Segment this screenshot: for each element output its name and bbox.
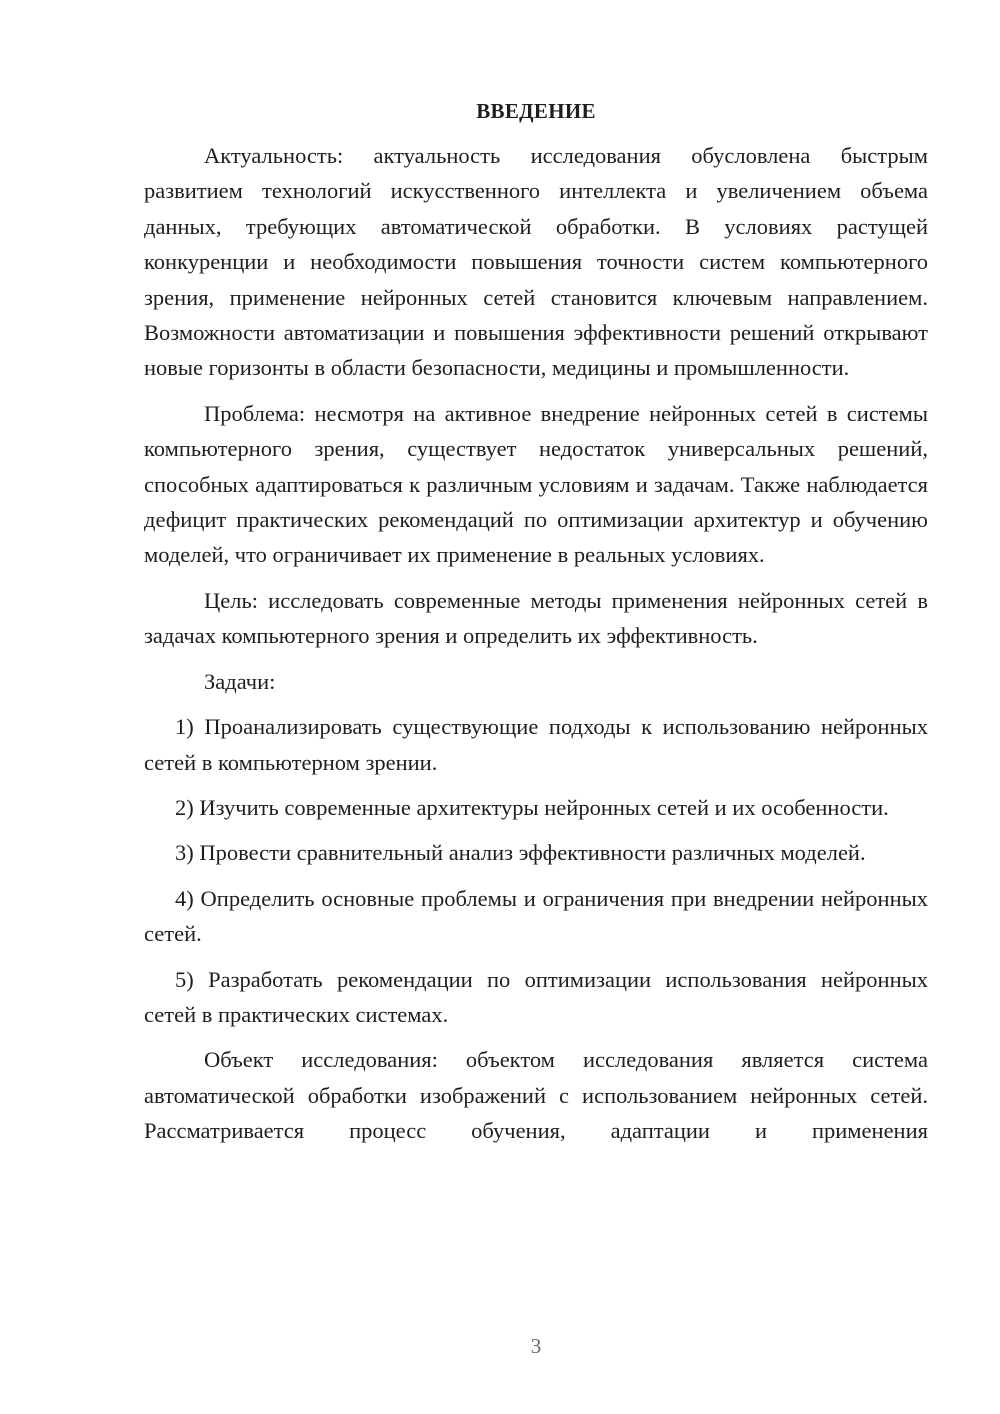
tasks-list [144, 709, 928, 1032]
tasks-heading: Задачи: [204, 668, 276, 694]
list-item: 1) Проанализировать существующие подходы к использованию нейронных сетей в компьютерном зрении. [144, 714, 928, 775]
paragraph-relevance: Актуальность: актуальность исследования обусловлена быстрым развитием технологий искусственного интеллекта и увеличением объема данных, требующих автоматической обработки. В условиях растущей конкуренции и необходимости повышения точности систем компьютерного зрения, применение нейронных сетей становится ключевым направлением. Возможности автоматизации и повышения эффективности решений открывают новые горизонты в области безопасности, медицины и промышленности. [144, 143, 928, 381]
section-title: ВВЕДЕНИЕ [476, 99, 596, 123]
list-item: 3) Провести сравнительный анализ эффективности различных моделей. [175, 840, 866, 866]
page-content [144, 96, 928, 1149]
list-item: 2) Изучить современные архитектуры нейронных сетей и их особенности. [175, 794, 889, 820]
page-number: 3 [530, 1334, 542, 1358]
list-item: 4) Определить основные проблемы и ограничения при внедрении нейронных сетей. [144, 885, 928, 947]
paragraph-problem: Проблема: несмотря на активное внедрение нейронных сетей в системы компьютерного зрения, существует недостаток универсальных решений, способных адаптироваться к различным условиям и задачам. Также наблюдается дефицит практических рекомендаций по оптимизации архитектур и обучению моделей, что ограничивает их применение в реальных условиях. [144, 400, 928, 568]
list-item: 5) Разработать рекомендации по оптимизации использования нейронных сетей в практических системах. [144, 966, 928, 1027]
paragraph-goal: Цель: исследовать современные методы применения нейронных сетей в задачах компьютерного зрения и определить их эффективность. [144, 587, 928, 649]
paragraph-object: Объект исследования: объектом исследования является система автоматической обработки изображений с использованием нейронных сетей. Рассматривается процесс обучения, адаптации и применения [144, 1047, 928, 1144]
